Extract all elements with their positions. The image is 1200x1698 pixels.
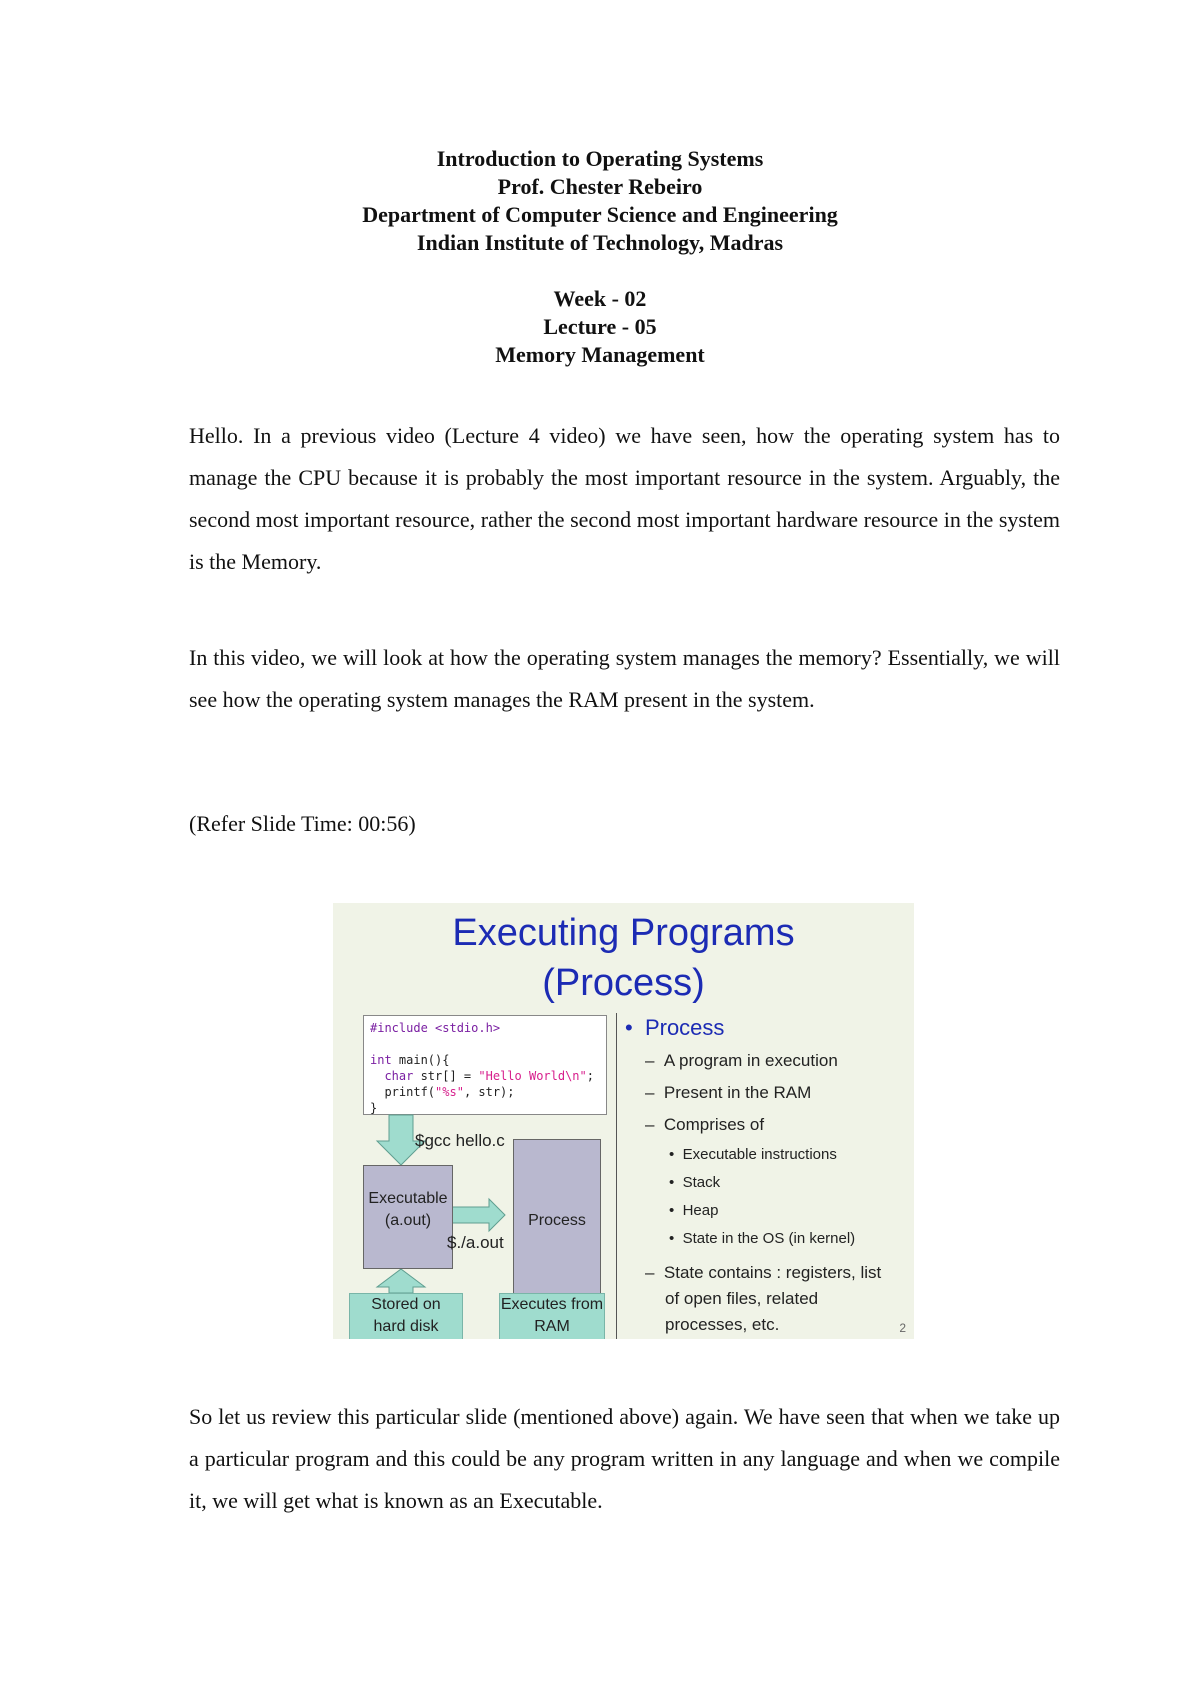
code-keyword: int <box>370 1053 392 1067</box>
stored-label: hard disk <box>373 1318 439 1335</box>
bullet-sub: – Present in the RAM <box>645 1083 812 1102</box>
executable-box <box>363 1165 453 1269</box>
bullet-subsub: • Stack <box>669 1174 721 1191</box>
bullet-subsub: • State in the OS (in kernel) <box>669 1230 856 1247</box>
process-label: Process <box>528 1212 586 1229</box>
run-command: $./a.out <box>447 1233 504 1252</box>
code-string: "%s" <box>435 1085 464 1099</box>
code-text: printf( <box>370 1085 436 1099</box>
code-text: , str); <box>463 1085 515 1099</box>
code-text: } <box>370 1101 378 1115</box>
professor-name: Prof. Chester Rebeiro <box>497 174 703 199</box>
bullet-subsub: • Executable instructions <box>669 1146 837 1163</box>
gcc-command: $gcc hello.c <box>415 1131 505 1150</box>
slide-divider <box>616 1013 617 1339</box>
lecture-label: Lecture - 05 <box>543 314 657 339</box>
course-title: Introduction to Operating Systems <box>436 146 764 171</box>
executable-file-label: (a.out) <box>384 1212 432 1229</box>
stored-on-disk-note <box>349 1293 463 1339</box>
lecture-topic: Memory Management <box>495 342 705 367</box>
slide-title-line1: Executing Programs <box>452 912 795 954</box>
bullet-main: • Process <box>625 1015 725 1040</box>
executes-from-ram-note <box>499 1293 605 1339</box>
document-header <box>0 145 1200 369</box>
bullet-sub: – State contains : registers, list <box>645 1263 882 1282</box>
executes-label: RAM <box>534 1318 570 1335</box>
paragraph-review: So let us review this particular slide (mentioned above) again. We have seen that when we take up a particular program and this could be any program written in any language and when we compile it, we will get what is known as an Executable. <box>189 1404 1060 1513</box>
code-text: ; <box>586 1069 594 1083</box>
bullet-sub: – Comprises of <box>645 1115 765 1134</box>
bullet-sub: – A program in execution <box>645 1051 838 1070</box>
stored-label: Stored on <box>371 1296 441 1313</box>
slide-image <box>333 903 914 1339</box>
code-text: str[] = <box>413 1069 479 1083</box>
code-string: "Hello World\n" <box>478 1069 587 1083</box>
paragraph-video-overview: In this video, we will look at how the operating system manages the memory? Essentially, we will see how the operating system manages the RAM present in the system. <box>189 645 1060 712</box>
executable-label: Executable <box>368 1190 448 1207</box>
bullet-subsub: • Heap <box>669 1202 719 1219</box>
slide-title-line2: (Process) <box>542 962 705 1004</box>
bullet-sub-continued: processes, etc. <box>665 1315 780 1334</box>
code-keyword: char <box>370 1069 414 1083</box>
institute-name: Indian Institute of Technology, Madras <box>416 230 784 255</box>
executes-label: Executes from <box>500 1296 604 1313</box>
code-text: main(){ <box>391 1053 450 1067</box>
slide-page-number: 2 <box>899 1321 906 1335</box>
paragraph-intro: Hello. In a previous video (Lecture 4 video) we have seen, how the operating system has to manage the CPU because it is probably the most important resource in the system. Arguably, the second most important resource, rather the second most important hardware resource in the system is the Memory. <box>189 423 1060 574</box>
bullet-sub-continued: of open files, related <box>665 1289 819 1308</box>
right-arrow-icon <box>452 1199 505 1231</box>
department-name: Department of Computer Science and Engineering <box>362 202 838 227</box>
up-arrow-icon <box>377 1269 425 1293</box>
refer-slide-time: (Refer Slide Time: 00:56) <box>189 811 416 836</box>
week-label: Week - 02 <box>553 286 647 311</box>
code-include: #include <stdio.h> <box>370 1021 501 1035</box>
